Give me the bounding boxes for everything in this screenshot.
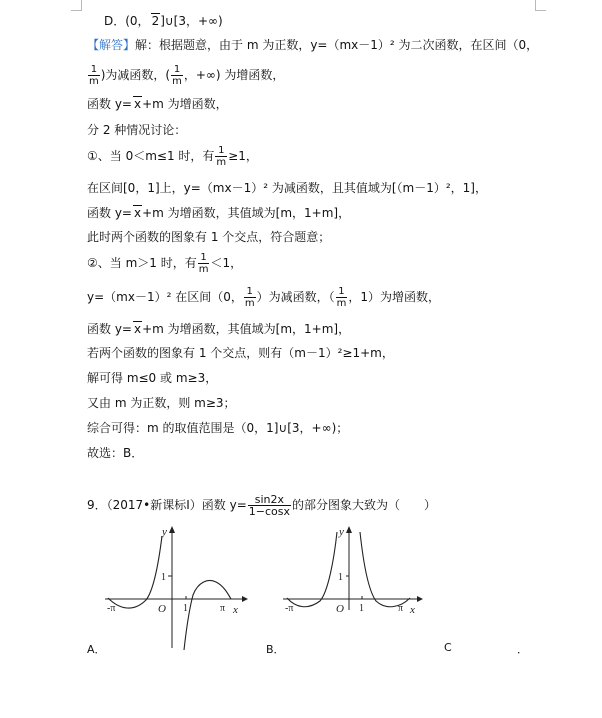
fraction-denominator: 1−cosx [248,505,290,518]
solution-text: ）为减函数，（ [256,290,335,304]
sqrt-term: x [133,97,142,111]
solution-line-6 [87,181,487,195]
solution-line-7 [87,205,350,220]
solution-line-4 [87,123,186,137]
solution-line-2 [87,64,284,87]
solution-text: 此时两个函数的图象有 1 个交点，符合题意； [87,230,331,244]
fraction-denominator: m [336,298,347,309]
x-label: x [410,604,415,616]
fraction-numerator: 1 [215,145,227,157]
fraction [336,286,348,309]
fraction [244,286,256,309]
fraction-numerator: 1 [171,64,183,76]
choice-c-label: C [444,641,452,654]
fraction-numerator: 1 [198,252,210,264]
fraction-numerator: 1 [336,286,348,298]
solution-text: ≥1， [228,149,258,163]
solution-text: 综合可得：m 的取值范围是（0，1]∪[3，+∞)； [87,421,349,435]
choice-a-label: A． [87,643,106,656]
option-d [104,13,223,28]
fraction-numerator: 1 [244,286,256,298]
solution-text: 若两个函数的图象有 1 个交点，则有（m－1）²≥1+m， [87,346,394,360]
fraction-denominator: m [172,76,182,87]
one-x-label: 1 [183,603,188,614]
x-label: x [233,604,238,616]
solution-line-9 [87,252,242,275]
one-y-label: 1 [161,572,166,583]
page-corner-mark [535,0,546,11]
solution-text: +m 为增函数，其值域为[m，1+m]， [142,322,351,336]
solution-text: +m 为增函数，其值域为[m，1+m]， [142,206,351,220]
fraction [248,494,291,517]
solution-line-5 [87,145,258,168]
fraction-denominator: m [198,264,209,275]
sqrt-term: 2 [151,14,160,28]
solution-text: 函数 y= [87,97,132,111]
origin-label: O [158,603,166,615]
solution-text: +m 为增函数， [142,97,228,111]
solution-text: y=（mx－1）² 在区间（0， [87,290,243,304]
one-y-label: 1 [338,572,343,583]
graph-a [100,520,250,655]
solution-text: 故选：B． [87,446,144,460]
pi-label: π [220,603,226,614]
solution-text: 又由 m 为正数，则 m≥3； [87,396,236,410]
solution-line-14 [87,396,236,410]
solution-line-13 [87,371,217,385]
solution-line-11 [87,321,350,336]
solution-line-3 [87,96,228,111]
sqrt-term: x [133,322,142,336]
solution-text: 在区间[0，1]上，y=（mx－1）² 为减函数，且其值域为[（m－1）²，1]， [87,181,487,195]
solution-text: 函数 y= [87,206,132,220]
neg-pi-label: -π [107,603,116,614]
graph-b [280,520,430,630]
solution-text: ＜1， [210,256,243,270]
solution-text: ①、当 0＜m≤1 时，有 [87,149,215,163]
function-curve [360,532,410,607]
question-text: 9．（2017•新课标Ⅰ）函数 y= [87,498,247,512]
fraction [215,145,227,168]
fraction-denominator: m [89,76,99,87]
page-corner-mark [71,0,82,11]
fraction [88,64,100,87]
y-label: y [339,526,344,538]
solution-line-15 [87,421,348,435]
neg-pi-label: -π [285,603,294,614]
solution-line-10 [87,286,440,309]
solution-text: 函数 y= [87,322,132,336]
fraction-numerator: sin2x [248,494,291,506]
solution-text: 解可得 m≤0 或 m≥3， [87,371,218,385]
solution-text: ②、当 m＞1 时，有 [87,256,197,270]
y-axis-arrow [169,526,175,533]
function-curve [287,532,337,607]
function-curve [184,581,231,650]
solution-line-8 [87,230,330,244]
option-d-label: D．(0， [104,14,150,28]
solution-text: 分 2 种情况讨论： [87,123,187,137]
fraction-numerator: 1 [88,64,100,76]
solution-line-12 [87,346,394,360]
option-d-rest: ]∪[3，+∞) [160,14,223,28]
origin-label: O [336,603,344,615]
choice-b-label: B． [266,643,285,656]
solution-text: )为减函数，( [100,68,171,82]
x-axis-arrow [417,596,423,602]
fraction-denominator: m [216,157,227,168]
solution-line-16 [87,446,143,460]
function-curve [108,536,162,608]
pi-label: π [398,603,404,614]
fraction [171,64,183,87]
fraction-denominator: m [244,298,255,309]
solution-text: ，+∞) 为增函数， [183,68,285,82]
choice-c-dot: ． [517,643,528,656]
sqrt-term: x [133,206,142,220]
x-axis-arrow [242,596,248,602]
one-x-label: 1 [359,603,364,614]
solution-text: 解：根据题意，由于 m 为正数，y=（mx－1）² 为二次函数，在区间（0， [135,38,539,52]
question-text: 的部分图象大致为（ ） [292,498,437,512]
solution-tag: 【解答】 [87,38,136,52]
fraction [198,252,210,275]
y-label: y [162,526,167,538]
question-9 [87,494,436,517]
solution-text: ，1）为增函数， [348,290,440,304]
solution-line-1 [87,38,538,52]
y-axis-arrow [346,526,352,533]
